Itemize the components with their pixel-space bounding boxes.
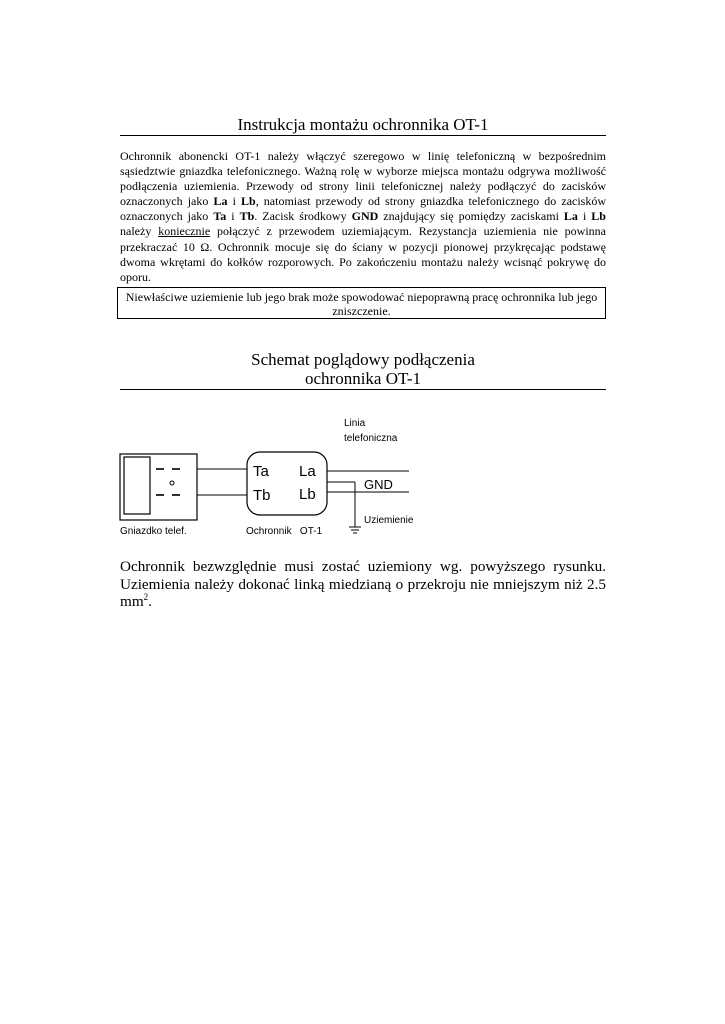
socket-center-hole [170, 481, 174, 485]
title-rule [120, 135, 606, 136]
intro-text: Ochronnik abonencki OT-1 należy włączyć szeregowo w linię telefoniczną w bezpośrednim sąsiedztwie gniazdka telefonicznego. Ważną rolę w wyborze miejsca montażu odgrywa możliwość podłączenia uziemienia. Przewody od strony linii telefonicznej należy podłączyć do zacisków oznaczonych jako [120, 149, 606, 209]
terminal-la-ref: La [563, 209, 578, 224]
terminal-lb-label: Lb [299, 486, 316, 503]
intro-text: , natomiast przewody od strony gniazdka telefonicznego do zacisków oznaczonych jako [120, 194, 607, 224]
page-title: Instrukcja montażu ochronnika OT-1 [237, 115, 489, 134]
line-label-2: telefoniczna [344, 433, 398, 444]
terminal-gnd-ref: GND [351, 209, 379, 224]
intro-text: . Zacisk środkowy [254, 209, 352, 224]
terminal-tb-ref: Tb [239, 209, 255, 224]
terminal-ta-ref: Ta [213, 209, 227, 224]
emphasis-underlined: koniecznie [158, 224, 211, 239]
intro-text: połączyć z przewodem uziemiającym. Rezystancja uziemienia nie powinna przekraczać 10 Ω. Ochronnik mocuje się do ściany w pozycji pionowej przykręcając podstawę dwoma wkrętami do kołków rozporowych. Po zakończeniu montażu należy wcisnąć pokrywę do oporu. [120, 224, 606, 284]
line-label-1: Linia [344, 418, 366, 429]
intro-text: i [226, 209, 240, 224]
intro-text: i [227, 194, 242, 209]
intro-paragraph [120, 149, 606, 285]
terminal-la-label: La [299, 463, 316, 480]
intro-text: i [577, 209, 592, 224]
device-caption: Ochronnik OT-1 [246, 526, 323, 537]
schematic-rule [120, 389, 606, 390]
terminal-lb-ref: Lb [241, 194, 256, 209]
schematic-title [120, 350, 606, 388]
wiring-diagram [110, 410, 430, 540]
protector-outline [247, 452, 327, 515]
warning-box: Niewłaściwe uziemienie lub jego brak może spowodować niepoprawną pracę ochronnika lub jego zniszczenie. [117, 287, 606, 319]
socket-caption: Gniazdko telef. [120, 526, 187, 537]
socket-outline [120, 454, 197, 520]
grounding-note [120, 558, 606, 611]
intro-text: należy [120, 224, 159, 239]
intro-text: znajdujący się pomiędzy zaciskami [378, 209, 564, 224]
ground-label: Uziemienie [364, 515, 414, 526]
terminal-lb-ref: Lb [591, 209, 606, 224]
terminal-ta-label: Ta [253, 463, 269, 480]
socket-plug-slot [124, 457, 150, 514]
gnd-label: GND [364, 477, 393, 492]
schematic-title-line2: ochronnika OT-1 [305, 369, 421, 388]
terminal-la-ref: La [213, 194, 228, 209]
note-superscript: 2 [143, 591, 149, 602]
note-suffix: . [148, 593, 152, 610]
note-text: Ochronnik bezwzględnie musi zostać uziemiony wg. powyższego rysunku. Uziemienia należy dokonać linką miedzianą o przekroju nie mniejszym niż 2.5 mm [120, 558, 606, 610]
schematic-title-line1: Schemat poglądowy podłączenia [251, 350, 475, 369]
terminal-tb-label: Tb [253, 487, 271, 504]
